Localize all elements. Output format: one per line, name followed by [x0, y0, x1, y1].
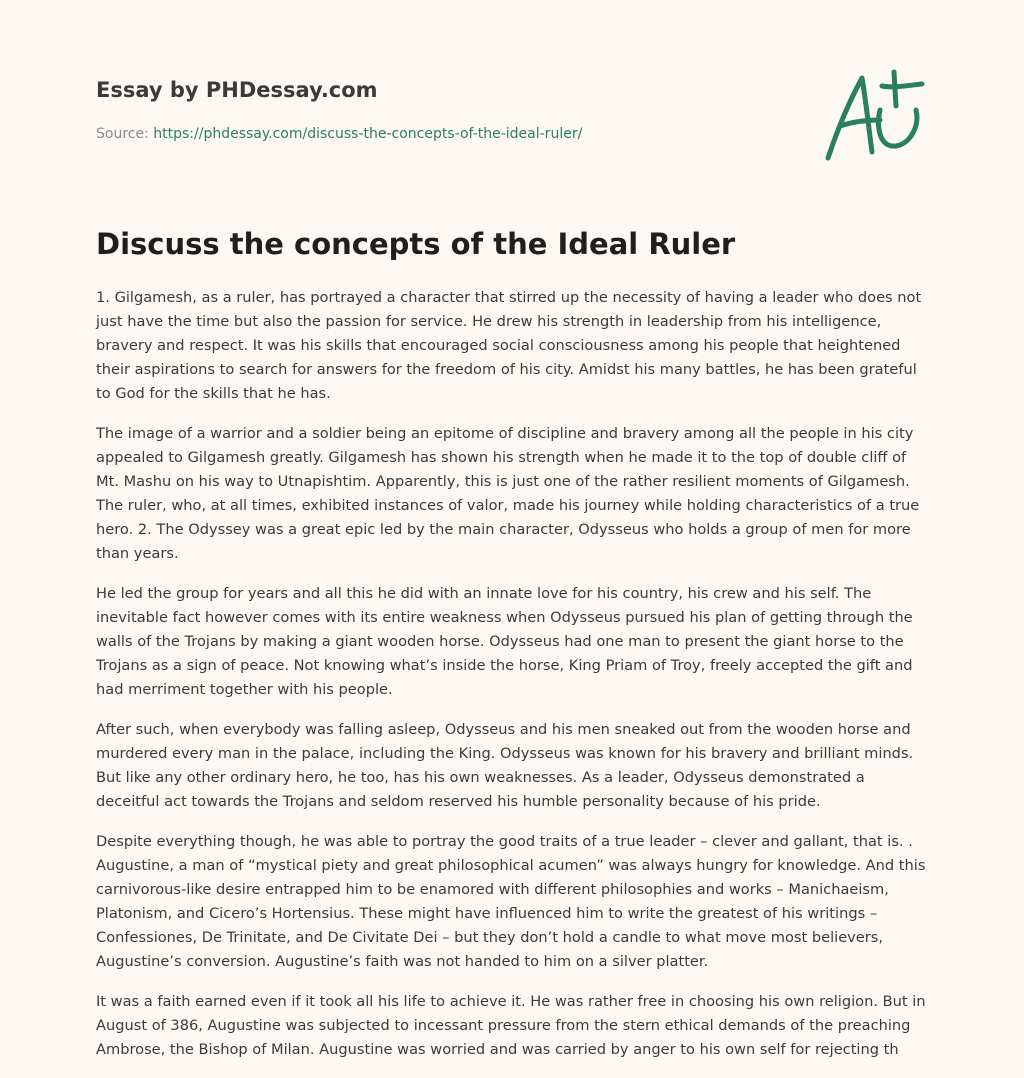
paragraph: The image of a warrior and a soldier being an epitome of discipline and bravery among all the people in his city appealed to Gilgamesh greatly. Gilgamesh has shown his strength when he made it to the top of double cliff of Mt. Mashu on his way to Utnapishtim. Apparently, this is just one of the rather resilient moments of Gilgamesh. The ruler, who, at all times, exhibited instances of valor, made his journey while holding characteristics of a true hero. 2. The Odyssey was a great epic led by the main character, Odysseus who holds a group of men for more than years. [96, 425, 920, 562]
page-header [96, 76, 796, 144]
essay-body [96, 286, 928, 1078]
source-link[interactable]: https://phdessay.com/discuss-the-concepts-of-the-ideal-ruler/ [153, 126, 583, 142]
essay-title: Discuss the concepts of the Ideal Ruler [96, 227, 736, 261]
source-label: Source: [96, 126, 149, 142]
paragraph: It was a faith earned even if it took all his life to achieve it. He was rather free in choosing his own religion. But in August of 386, Augustine was subjected to incessant pressure from the stern ethical demands of the preaching Ambrose, the Bishop of Milan. Augustine was worried and was carried by anger to his own self for rejecting th [96, 993, 926, 1058]
paragraph: After such, when everybody was falling asleep, Odysseus and his men sneaked out from the wooden horse and murdered every man in the palace, including the King. Odysseus was known for his bravery and brilliant minds. But like any other ordinary hero, he too, has his own weaknesses. As a leader, Odysseus demonstrated a deceitful act towards the Trojans and seldom reserved his humble personality because of his pride. [96, 721, 914, 810]
paragraph: He led the group for years and all this he did with an innate love for his country, his crew and his self. The inevitable fact however comes with its entire weakness when Odysseus pursued his plan of getting through the walls of the Trojans by making a giant wooden horse. Odysseus had one man to present the giant horse to the Trojans as a sign of peace. Not knowing what’s inside the horse, King Priam of Troy, freely accepted the gift and had merriment together with his people. [96, 585, 913, 698]
a-plus-logo-icon [822, 64, 926, 164]
paragraph: Despite everything though, he was able to portray the good traits of a true leader – clever and gallant, that is. . Augustine, a man of “mystical piety and great philosophical acumen” was always hungry for knowledge. And this carnivorous-like desire entrapped him to be enamored with different philosophies and works – Manichaeism, Platonism, and Cicero’s Hortensius. These might have influenced him to write the greatest of his writings – Confessiones, De Trinitate, and De Civitate Dei – but they don’t hold a candle to what move most believers, Augustine’s conversion. Augustine’s faith was not handed to him on a silver platter. [96, 833, 926, 970]
site-brand: Essay by PHDessay.com [96, 78, 378, 102]
source-line [96, 124, 796, 144]
paragraph: 1. Gilgamesh, as a ruler, has portrayed a character that stirred up the necessity of having a leader who does not just have the time but also the passion for service. He drew his strength in leadership from his intelligence, bravery and respect. It was his skills that encouraged social consciousness among his people that heightened their aspirations to search for answers for the freedom of his city. Amidst his many battles, he has been grateful to God for the skills that he has. [96, 289, 922, 402]
